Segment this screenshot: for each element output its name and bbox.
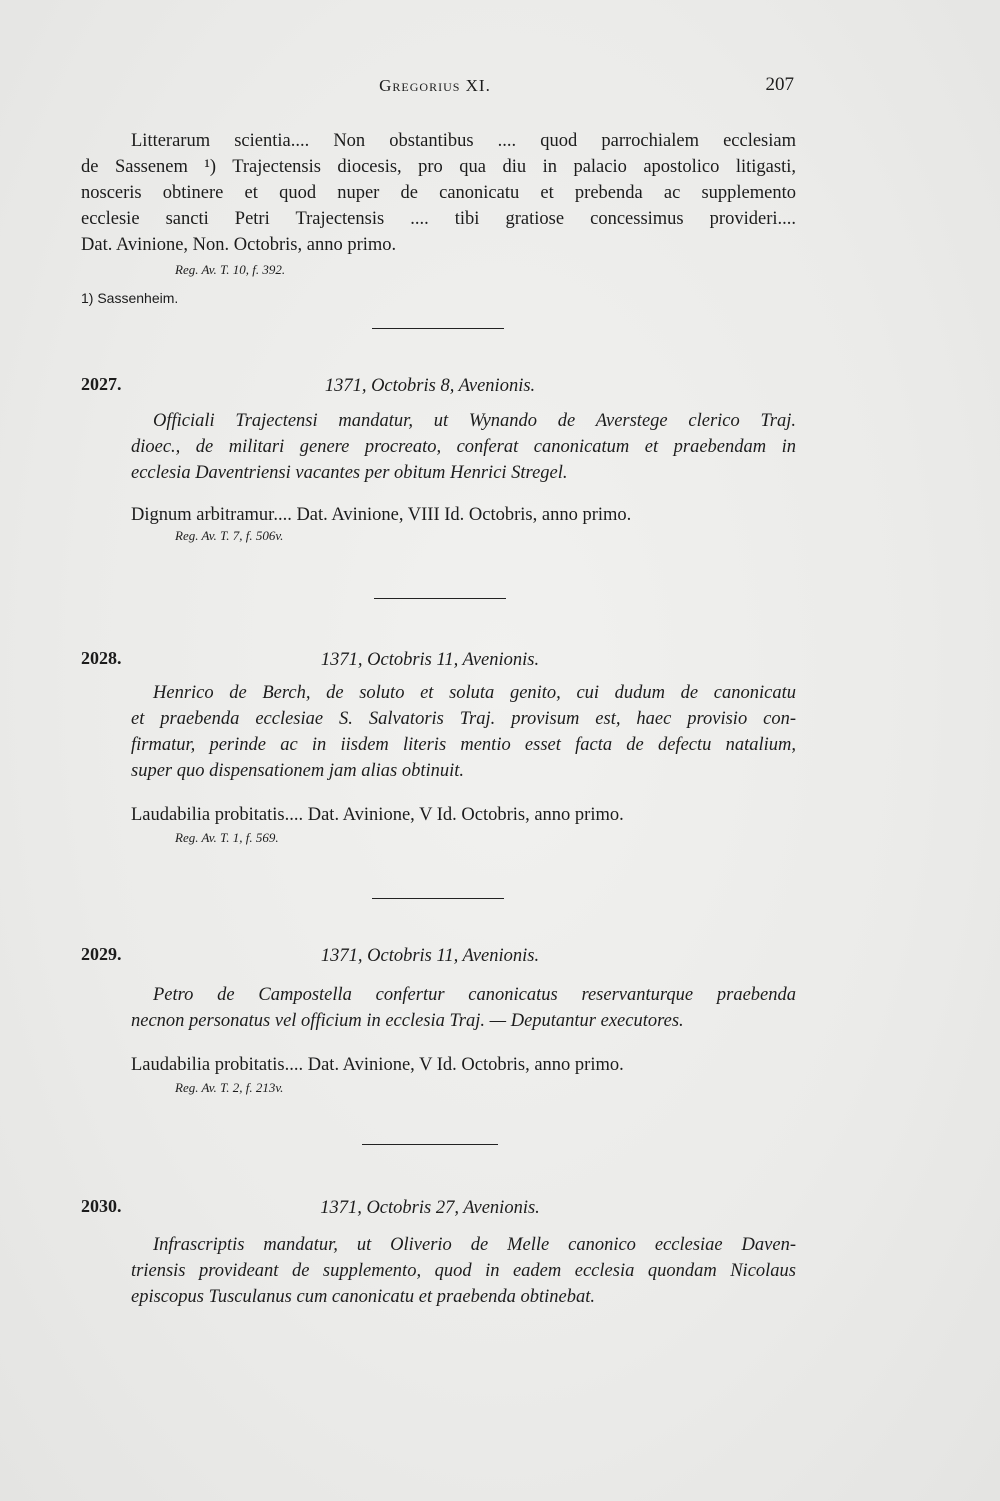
section-divider bbox=[372, 898, 504, 899]
summary-line: necnon personatus vel officium in ecclesia Traj. — Deputantur executores. bbox=[131, 1011, 684, 1031]
top-letter-text bbox=[81, 128, 796, 258]
entry-summary bbox=[131, 982, 796, 1034]
footnote: 1) Sassenheim. bbox=[81, 290, 179, 306]
entry-summary bbox=[131, 408, 796, 486]
entry-date: 1371, Octobris 27, Avenionis. bbox=[320, 1198, 540, 1218]
summary-line: firmatur, perinde ac in iisdem literis mentio esset facta de defectu natalium, bbox=[131, 735, 796, 755]
entry-number: 2030. bbox=[81, 1196, 122, 1216]
entry-date: 1371, Octobris 11, Avenionis. bbox=[320, 650, 540, 670]
entry-date: 1371, Octobris 8, Avenionis. bbox=[324, 376, 536, 396]
page-number: 207 bbox=[765, 74, 794, 95]
entry-incipit: Laudabilia probitatis.... Dat. Avinione, V Id. Octobris, anno primo. bbox=[131, 805, 624, 825]
text-line: de Sassenem ¹) Trajectensis diocesis, pro qua diu in palacio apostolico litigasti, bbox=[81, 157, 796, 177]
entry-incipit: Laudabilia probitatis.... Dat. Avinione, V Id. Octobris, anno primo. bbox=[131, 1055, 624, 1075]
summary-line: Petro de Campostella confertur canonicatus reservanturque praebenda bbox=[153, 985, 796, 1005]
summary-line: dioec., de militari genere procreato, conferat canonicatum et praebendam in bbox=[131, 437, 796, 457]
register-reference: Reg. Av. T. 1, f. 569. bbox=[175, 830, 279, 845]
summary-line: Henrico de Berch, de soluto et soluta genito, cui dudum de canonicatu bbox=[153, 683, 796, 703]
register-reference: Reg. Av. T. 2, f. 213v. bbox=[175, 1080, 284, 1095]
entry-number: 2028. bbox=[81, 648, 122, 668]
summary-line: super quo dispensationem jam alias obtinuit. bbox=[131, 761, 464, 781]
summary-line: et praebenda ecclesiae S. Salvatoris Traj. provisum est, haec provisio con- bbox=[131, 709, 796, 729]
text-line: Dat. Avinione, Non. Octobris, anno primo. bbox=[81, 235, 397, 255]
summary-line: Infrascriptis mandatur, ut Oliverio de Melle canonico ecclesiae Daven- bbox=[153, 1235, 796, 1255]
register-reference: Reg. Av. T. 7, f. 506v. bbox=[175, 528, 284, 543]
summary-line: Officiali Trajectensi mandatur, ut Wynando de Averstege clerico Traj. bbox=[153, 411, 796, 431]
register-reference: Reg. Av. T. 10, f. 392. bbox=[175, 262, 286, 277]
entry-number: 2029. bbox=[81, 944, 122, 964]
text-line: ecclesie sancti Petri Trajectensis .... tibi gratiose concessimus provideri.... bbox=[81, 209, 796, 229]
running-title: Gregorius XI. bbox=[379, 76, 491, 95]
section-divider bbox=[372, 328, 504, 329]
entry-summary bbox=[131, 1232, 796, 1310]
entry-date: 1371, Octobris 11, Avenionis. bbox=[320, 946, 540, 966]
entry-number: 2027. bbox=[81, 374, 122, 394]
entry-summary bbox=[131, 680, 796, 784]
entry-incipit: Dignum arbitramur.... Dat. Avinione, VIII Id. Octobris, anno primo. bbox=[131, 505, 632, 525]
summary-line: episcopus Tusculanus cum canonicatu et praebenda obtinebat. bbox=[131, 1287, 595, 1307]
section-divider bbox=[362, 1144, 498, 1145]
summary-line: ecclesia Daventriensi vacantes per obitum Henrici Stregel. bbox=[131, 463, 568, 483]
section-divider bbox=[374, 598, 506, 599]
summary-line: triensis provideant de supplemento, quod in eadem ecclesia quondam Nicolaus bbox=[131, 1261, 796, 1281]
text-line: Litterarum scientia.... Non obstantibus .... quod parrochialem ecclesiam bbox=[131, 131, 796, 151]
text-line: nosceris obtinere et quod nuper de canonicatu et prebenda ac supplemento bbox=[81, 183, 796, 203]
